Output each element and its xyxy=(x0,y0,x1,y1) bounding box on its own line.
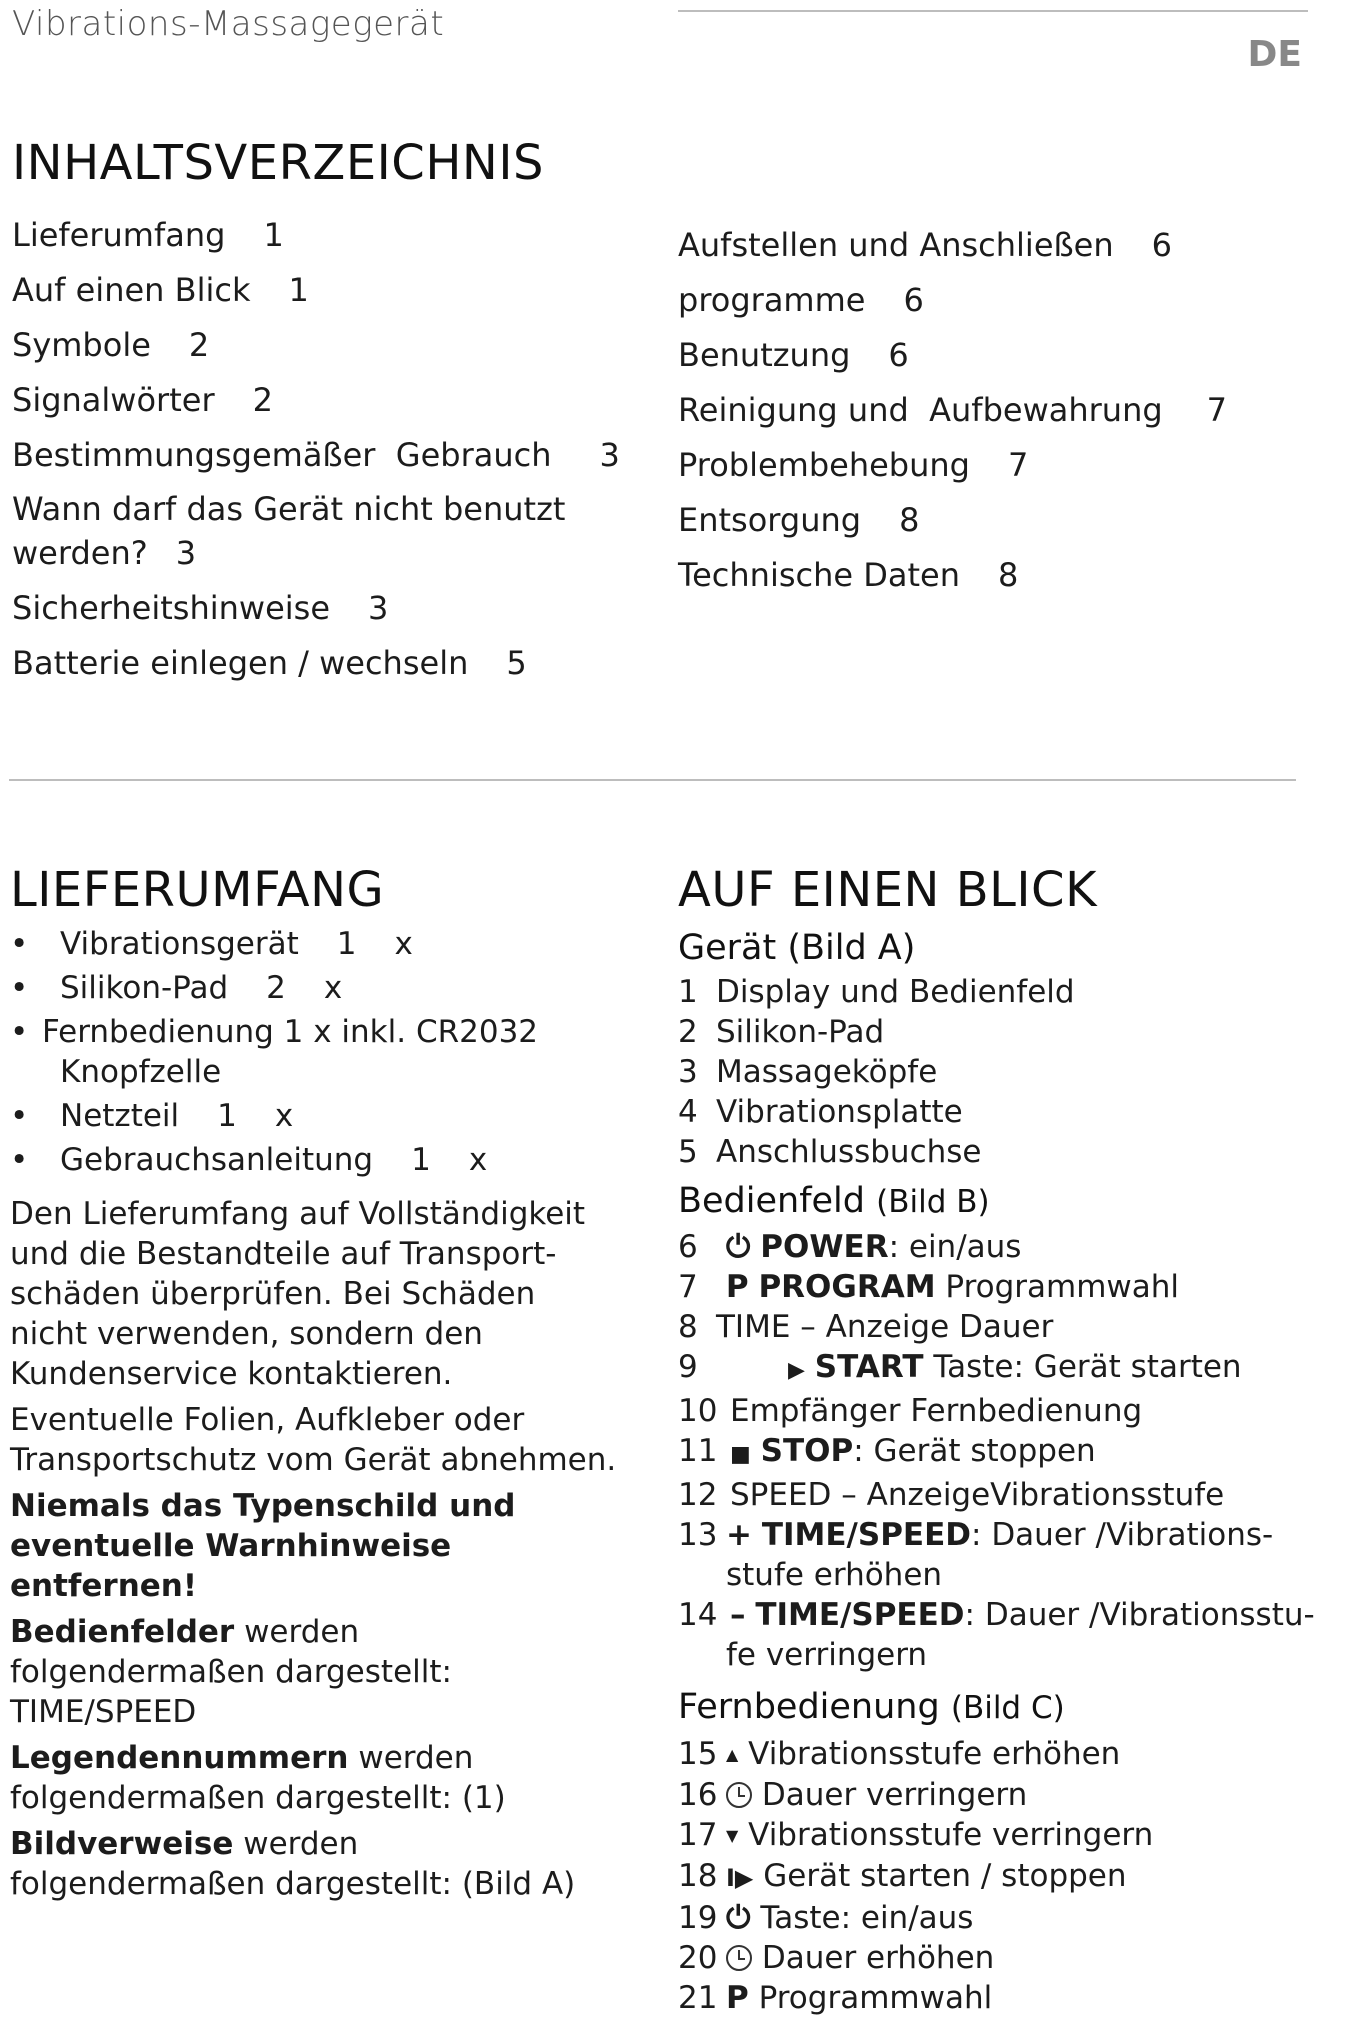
bullet-icon: • xyxy=(10,970,29,1006)
list-item: • Netzteil 1 x xyxy=(10,1094,650,1138)
toc-entry[interactable]: Reinigung und Aufbewahrung 7 xyxy=(678,391,1228,429)
power-icon: ⏻ xyxy=(726,1900,751,1936)
list-item: 14 – TIME/SPEED: Dauer /Vibrationsstu- xyxy=(678,1597,1315,1633)
timer-plus-icon xyxy=(726,1945,752,1971)
list-item: 17 ▼ Vibrationsstufe verringern xyxy=(678,1815,1338,1856)
play-icon: ▶ xyxy=(788,1358,805,1383)
toc-entry[interactable]: Aufstellen und Anschließen 6 xyxy=(678,226,1172,264)
toc-entry[interactable]: Auf einen Blick 1 xyxy=(12,271,309,309)
list-item: • Gebrauchsanleitung 1 x xyxy=(10,1138,650,1182)
language-code: DE xyxy=(1247,34,1302,75)
stop-icon: ■ xyxy=(730,1442,751,1467)
list-item: 6 ⏻ POWER: ein/aus xyxy=(678,1229,1022,1265)
list-item: 2 Silikon-Pad xyxy=(678,1014,885,1050)
header-divider xyxy=(678,10,1308,12)
list-item: 13 + TIME/SPEED: Dauer /Vibrations- xyxy=(678,1517,1274,1553)
list-item: 21 P Programmwahl xyxy=(678,1980,993,2016)
list-item: 11 ■ STOP: Gerät stoppen xyxy=(678,1431,1338,1475)
document-title: Vibrations-Massagegerät xyxy=(12,4,445,44)
down-arrow-icon: ▼ xyxy=(726,1826,739,1845)
blick-column xyxy=(678,924,1338,2018)
blick-heading: AUF EINEN BLICK xyxy=(678,862,1098,918)
list-item: 18 I▶ Gerät starten / stoppen xyxy=(678,1856,1338,1898)
lieferumfang-text xyxy=(10,1194,620,1904)
lieferumfang-heading: LIEFERUMFANG xyxy=(10,862,385,918)
toc-right-column xyxy=(678,218,1328,603)
remove-foils-paragraph: Eventuelle Folien, Aufkleber oder Transportschutz vom Gerät abnehmen. xyxy=(10,1402,617,1478)
toc-entry[interactable]: Entsorgung 8 xyxy=(678,501,920,539)
list-item: 10 Empfänger Fernbedienung xyxy=(678,1393,1143,1429)
list-item: • Silikon-Pad 2 x xyxy=(10,966,650,1010)
list-item: 7 P PROGRAM Programmwahl xyxy=(678,1269,1180,1305)
bullet-icon: • xyxy=(10,926,29,962)
legendennummern-note: Legendennummern werden folgendermaßen dargestellt: (1) xyxy=(10,1740,506,1816)
bullet-icon: • xyxy=(10,1142,29,1178)
list-item-continuation: fe verringern xyxy=(726,1637,928,1673)
toc-entry[interactable]: Batterie einlegen / wechseln 5 xyxy=(12,644,527,682)
list-item: 9 ▶ START Taste: Gerät starten xyxy=(678,1347,1338,1391)
minus-icon: – xyxy=(730,1597,746,1633)
list-item-continuation: stufe erhöhen xyxy=(726,1557,943,1593)
toc-entry[interactable]: Lieferumfang 1 xyxy=(12,216,284,254)
toc-entry[interactable]: Symbole 2 xyxy=(12,326,210,364)
bildverweise-note: Bildverweise werden folgendermaßen dargestellt: (Bild A) xyxy=(10,1826,576,1902)
toc-entry[interactable]: Bestimmungsgemäßer Gebrauch 3 xyxy=(12,436,620,474)
toc-entry[interactable]: Benutzung 6 xyxy=(678,336,909,374)
list-item: 1 Display und Bedienfeld xyxy=(678,974,1075,1010)
fernbedienung-subheading: Fernbedienung (Bild C) xyxy=(678,1687,1065,1727)
check-delivery-paragraph: Den Lieferumfang auf Vollständigkeit und die Bestandteile auf Transportschäden überprüfen. Bei Schäden nicht verwenden, sondern den Kundenservice kontaktieren. xyxy=(10,1196,586,1392)
toc-left-column xyxy=(12,208,620,691)
list-item: 4 Vibrationsplatte xyxy=(678,1094,963,1130)
list-item: • Fernbedienung 1 x inkl. CR2032 Knopfzelle xyxy=(10,1010,650,1094)
bedienfeld-subheading: Bedienfeld (Bild B) xyxy=(678,1181,990,1221)
list-item: 3 Massageköpfe xyxy=(678,1054,938,1090)
bullet-icon: • xyxy=(10,1098,29,1134)
toc-entry[interactable]: Technische Daten 8 xyxy=(678,556,1019,594)
lieferumfang-list xyxy=(10,922,650,1182)
geraet-subheading: Gerät (Bild A) xyxy=(678,928,916,968)
list-item: 15 ▲ Vibrationsstufe erhöhen xyxy=(678,1734,1338,1775)
up-arrow-icon: ▲ xyxy=(726,1745,739,1764)
toc-entry[interactable]: programme 6 xyxy=(678,281,924,319)
list-item: 20 Dauer erhöhen xyxy=(678,1940,995,1976)
toc-entry[interactable]: Sicherheitshinweise 3 xyxy=(12,589,389,627)
bullet-icon: • xyxy=(10,1014,29,1050)
list-item: 8 TIME – Anzeige Dauer xyxy=(678,1309,1054,1345)
warning-paragraph: Niemals das Typenschild und eventuelle Warnhinweise entfernen! xyxy=(10,1488,516,1604)
program-icon: P xyxy=(726,1980,749,2016)
power-icon: ⏻ xyxy=(725,1229,751,1265)
list-item: 5 Anschlussbuchse xyxy=(678,1134,982,1170)
toc-heading: INHALTSVERZEICHNIS xyxy=(12,135,544,191)
play-pause-icon: I▶ xyxy=(726,1864,754,1892)
list-item: • Vibrationsgerät 1 x xyxy=(10,922,650,966)
toc-entry[interactable]: Problembehebung 7 xyxy=(678,446,1029,484)
bedienfelder-note: Bedienfelder werden folgendermaßen dargestellt: TIME/SPEED xyxy=(10,1614,452,1730)
plus-icon: + xyxy=(726,1517,752,1553)
section-divider xyxy=(9,779,1296,781)
program-icon: P xyxy=(725,1269,749,1305)
list-item: 19 ⏻ Taste: ein/aus xyxy=(678,1900,974,1936)
toc-entry[interactable]: Wann darf das Gerät nicht benutzt werden? 3 xyxy=(12,490,566,572)
timer-minus-icon xyxy=(726,1782,752,1808)
toc-entry[interactable]: Signalwörter 2 xyxy=(12,381,273,419)
list-item: 12 SPEED – AnzeigeVibrationsstufe xyxy=(678,1477,1225,1513)
list-item: 16 Dauer verringern xyxy=(678,1777,1028,1813)
